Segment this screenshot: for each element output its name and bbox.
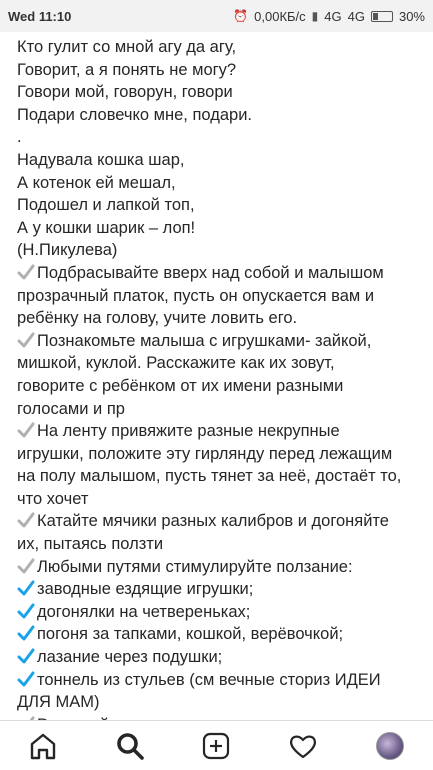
- network-type-2: 4G: [347, 8, 365, 24]
- network-speed: 0,00КБ/с: [254, 8, 306, 24]
- post-line: [17, 330, 417, 353]
- post-line-text: Кто гулит со мной агу да агу,: [17, 38, 237, 56]
- add-post-icon: [201, 731, 231, 761]
- post-line: [17, 465, 417, 488]
- post-line-text: мишкой, куклой. Расскажите как их зовут,: [17, 354, 335, 373]
- post-line-text: ребёнку на голову, учите ловить его.: [17, 309, 298, 328]
- post-line-text: Катайте мячики разных калибров и догоняйте: [37, 512, 389, 531]
- post-line: [17, 262, 417, 285]
- activity-button[interactable]: [283, 726, 323, 766]
- checkmark-icon: [17, 625, 35, 641]
- post-line-text: их, пытаясь ползти: [17, 535, 164, 554]
- battery-icon: [371, 11, 393, 22]
- post-text: [0, 32, 433, 720]
- post-line-text: Любыми путями стимулируйте ползание:: [37, 557, 353, 576]
- battery-level: [373, 13, 378, 20]
- post-line: [17, 149, 417, 172]
- post-line: [17, 669, 417, 692]
- post-line: [17, 352, 417, 375]
- post-line-text: Познакомьте малыша с игрушками- зайкой,: [37, 331, 372, 350]
- post-line: [17, 443, 417, 466]
- post-line-text: Подбрасывайте вверх над собой и малышом: [37, 263, 384, 282]
- checkmark-icon: [17, 422, 35, 438]
- post-line: [17, 646, 417, 669]
- post-line: [17, 285, 417, 308]
- battery-percent: 30%: [398, 8, 425, 24]
- post-line: [17, 172, 417, 195]
- checkmark-icon: [17, 671, 35, 687]
- post-line-text: Говори мой, говорун, говори: [17, 83, 233, 102]
- post-line: [17, 126, 417, 149]
- post-line-text: погоня за тапками, кошкой, верёвочкой;: [37, 625, 344, 644]
- alarm-icon: ⏰: [233, 9, 249, 23]
- profile-button[interactable]: [370, 726, 410, 766]
- post-line: [17, 398, 417, 421]
- post-line: [17, 217, 417, 240]
- post-line: [17, 59, 417, 82]
- post-line: [17, 307, 417, 330]
- post-line-text: прозрачный платок, пусть он опускается вам и: [17, 286, 375, 305]
- checkmark-icon: [17, 332, 35, 348]
- post-line: [17, 81, 417, 104]
- post-line: [17, 375, 417, 398]
- checkmark-icon: [17, 512, 35, 528]
- home-icon: [28, 731, 58, 761]
- checkmark-icon: [17, 603, 35, 619]
- post-line: [17, 601, 417, 624]
- post-line-text: (Н.Пикулева): [17, 241, 118, 260]
- post-line-text: лазание через подушки;: [37, 648, 223, 667]
- status-indicators: [233, 9, 425, 24]
- post-line-text: говорите с ребёнком от их имени разными: [17, 376, 344, 395]
- post-line-text: заводные ездящие игрушки;: [37, 580, 254, 599]
- network-type: 4G: [324, 8, 342, 24]
- post-line-text: тоннель из стульев (см вечные сториз ИДЕИ: [37, 670, 381, 689]
- post-line-text: На ленту привяжите разные некрупные: [37, 422, 340, 441]
- post-line-text: на полу малышом, пусть тянет за неё, достаёт то,: [17, 467, 402, 486]
- post-line: [17, 239, 417, 262]
- bottom-navigation: [0, 720, 433, 770]
- post-line-text: что хочет: [17, 489, 89, 508]
- post-line-text: Подари словечко мне, подари.: [17, 105, 252, 124]
- post-line-text: догонялки на четвереньках;: [37, 602, 251, 621]
- post-line-text: Надувала кошка шар,: [17, 150, 185, 169]
- post-line: [17, 578, 417, 601]
- post-line-text: .: [17, 128, 22, 147]
- post-line: [17, 623, 417, 646]
- profile-avatar: [376, 732, 404, 760]
- search-icon: [115, 731, 145, 761]
- post-line: [17, 104, 417, 127]
- checkmark-icon: [17, 580, 35, 596]
- status-bar: [0, 0, 433, 32]
- post-line-text: Говорит, а я понять не могу?: [17, 60, 237, 79]
- post-line-text: Подошел и лапкой топ,: [17, 196, 195, 215]
- heart-icon: [288, 731, 318, 761]
- checkmark-icon: [17, 648, 35, 664]
- post-line-text: игрушки, положите эту гирлянду перед лежащим: [17, 444, 393, 463]
- post-line: [17, 488, 417, 511]
- search-button[interactable]: [110, 726, 150, 766]
- post-line-text: ДЛЯ МАМ): [17, 693, 100, 712]
- post-line-text: А у кошки шарик – лоп!: [17, 218, 196, 237]
- post-line: [17, 556, 417, 579]
- post-line-text: А котенок ей мешал,: [17, 173, 176, 192]
- post-line-text: голосами и пр: [17, 399, 125, 418]
- post-line: [17, 533, 417, 556]
- add-post-button[interactable]: [196, 726, 236, 766]
- signal-icon: ▮: [311, 9, 319, 23]
- post-line: [17, 194, 417, 217]
- checkmark-icon: [17, 264, 35, 280]
- post-line: [17, 510, 417, 533]
- post-line: [17, 36, 417, 59]
- post-line: [17, 420, 417, 443]
- post-line: [17, 691, 417, 714]
- status-time: Wed 11:10: [8, 8, 72, 24]
- home-button[interactable]: [23, 726, 63, 766]
- checkmark-icon: [17, 558, 35, 574]
